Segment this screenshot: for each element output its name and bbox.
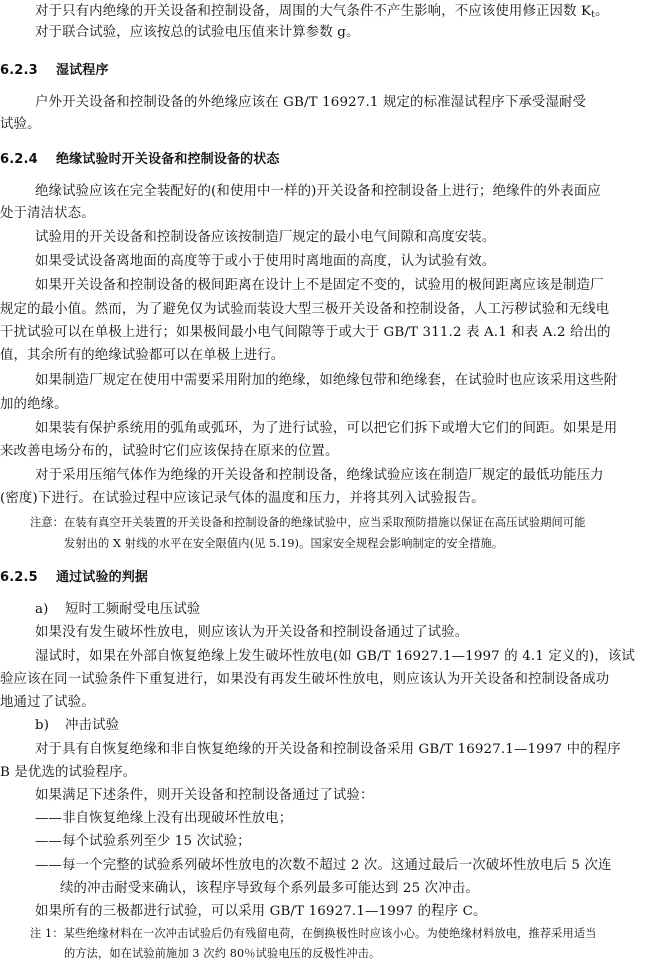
paragraph-line: 户外开关设备和控制设备的外绝缘应该在 GB/T 16927.1 规定的标准湿试程序下承受湿耐受 bbox=[35, 95, 587, 110]
section-title: 绝缘试验时开关设备和控制设备的状态 bbox=[56, 152, 280, 167]
paragraph-line: 如果制造厂规定在使用中需要采用附加的绝缘，如绝缘包带和绝缘套，在试验时也应该采用这些附 bbox=[35, 373, 618, 388]
paragraph-line bbox=[35, 2, 609, 25]
paragraph-line: 如果满足下述条件，则开关设备和控制设备通过了试验： bbox=[35, 788, 374, 803]
paragraph-line: 值，其余所有的绝缘试验都可以在单极上进行。 bbox=[0, 348, 285, 363]
list-item-b bbox=[35, 716, 119, 736]
section-title: 湿试程序 bbox=[56, 63, 109, 78]
paragraph-line: 处于清洁状态。 bbox=[0, 206, 95, 221]
paragraph-line: 对于采用压缩气体作为绝缘的开关设备和控制设备，绝缘试验应该在制造厂规定的最低功能压力 bbox=[35, 468, 604, 483]
dash-list-item: ——每一个完整的试验系列破坏性放电的次数不超过 2 次。这通过最后一次破坏性放电后 5 次连 bbox=[35, 858, 612, 873]
paragraph-line: 试验。 bbox=[0, 117, 41, 132]
paragraph-line: 如果所有的三极都进行试验，可以采用 GB/T 16927.1—1997 的程序 C。 bbox=[35, 904, 487, 919]
subscript-t: t bbox=[591, 10, 595, 20]
paragraph-line: 试验用的开关设备和控制设备应该按制造厂规定的最小电气间隙和高度安装。 bbox=[35, 230, 496, 245]
note-line: 的方法，如在试验前施加 3 次约 80％试验电压的反极性冲击。 bbox=[64, 947, 381, 960]
list-title: 短时工频耐受电压试验 bbox=[65, 602, 201, 617]
note-line: 注 1：某些绝缘材料在一次冲击试验后仍有残留电荷，在倒换极性时应该小心。为使绝缘材料放电，推荐采用适当 bbox=[30, 927, 597, 940]
paragraph-line: 干扰试验可以在单极上进行；如果极间最小电气间隙等于或大于 GB/T 311.2 表 A.1 和表 A.2 给出的 bbox=[0, 325, 611, 340]
paragraph-line: 绝缘试验应该在完全装配好的(和使用中一样的)开关设备和控制设备上进行；绝缘件的外表面应 bbox=[35, 184, 601, 199]
paragraph-line: (密度)下进行。在试验过程中应该记录气体的温度和压力，并将其列入试验报告。 bbox=[0, 491, 485, 506]
paragraph-line: 续的冲击耐受来确认，该程序导致每个系列最多可能达到 25 次冲击。 bbox=[60, 881, 479, 896]
paragraph-line: 加的绝缘。 bbox=[0, 397, 68, 412]
list-item-a bbox=[35, 600, 200, 620]
paragraph-line: 如果开关设备和控制设备的极间距离在设计上不是固定不变的，试验用的极间距离应该是制造厂 bbox=[35, 278, 604, 293]
section-heading-6-2-3 bbox=[0, 61, 109, 81]
section-number: 6.2.4 bbox=[0, 152, 38, 167]
paragraph-line: 对于具有自恢复绝缘和非自恢复绝缘的开关设备和控制设备采用 GB/T 16927.1—1997 中的程序 bbox=[35, 742, 621, 757]
section-heading-6-2-4 bbox=[0, 150, 280, 170]
paragraph-line: 如果没有发生破坏性放电，则应该认为开关设备和控制设备通过了试验。 bbox=[35, 625, 469, 640]
paragraph-line: B 是优选的试验程序。 bbox=[0, 765, 137, 780]
paragraph-line: 对于联合试验，应该按总的试验电压值来计算参数 g。 bbox=[35, 25, 360, 40]
dash-list-item: ——非自恢复绝缘上没有出现破坏性放电； bbox=[35, 811, 293, 826]
note-line: 发射出的 X 射线的水平在安全限值内(见 5.19)。国家安全规程会影响制定的安全措施。 bbox=[64, 537, 504, 550]
list-label: b) bbox=[35, 718, 50, 733]
text-run: 。 bbox=[594, 4, 609, 19]
dash-list-item: ——每个试验系列至少 15 次试验； bbox=[35, 834, 251, 849]
list-label: a) bbox=[35, 602, 49, 617]
list-title: 冲击试验 bbox=[65, 718, 120, 733]
paragraph-line: 规定的最小值。然而，为了避免仅为试验而装设大型三极开关设备和控制设备，人工污秽试验和无线电 bbox=[0, 302, 610, 317]
text-run: 对于只有内绝缘的开关设备和控制设备，周围的大气条件不产生影响，不应该使用修正因数 K bbox=[35, 4, 592, 19]
paragraph-line: 如果受试设备离地面的高度等于或小于使用时离地面的高度，认为试验有效。 bbox=[35, 254, 496, 269]
section-heading-6-2-5 bbox=[0, 568, 148, 588]
section-number: 6.2.5 bbox=[0, 570, 38, 585]
section-number: 6.2.3 bbox=[0, 63, 38, 78]
note-line: 注意：在装有真空开关装置的开关设备和控制设备的绝缘试验中，应当采取预防措施以保证在高压试验期间可能 bbox=[30, 516, 586, 529]
section-title: 通过试验的判据 bbox=[56, 570, 149, 585]
paragraph-line: 如果装有保护系统用的弧角或弧环，为了进行试验，可以把它们拆下或增大它们的间距。如果是用 bbox=[35, 421, 618, 436]
paragraph-line: 验应该在同一试验条件下重复进行，如果没有再发生破坏性放电，则应该认为开关设备和控制设备成功 bbox=[0, 672, 610, 687]
paragraph-line: 来改善电场分布的，试验时它们应该保持在原来的位置。 bbox=[0, 444, 339, 459]
paragraph-line: 湿试时，如果在外部自恢复绝缘上发生破坏性放电(如 GB/T 16927.1—1997 的 4.1 定义的)，该试 bbox=[35, 649, 635, 664]
paragraph-line: 地通过了试验。 bbox=[0, 695, 95, 710]
